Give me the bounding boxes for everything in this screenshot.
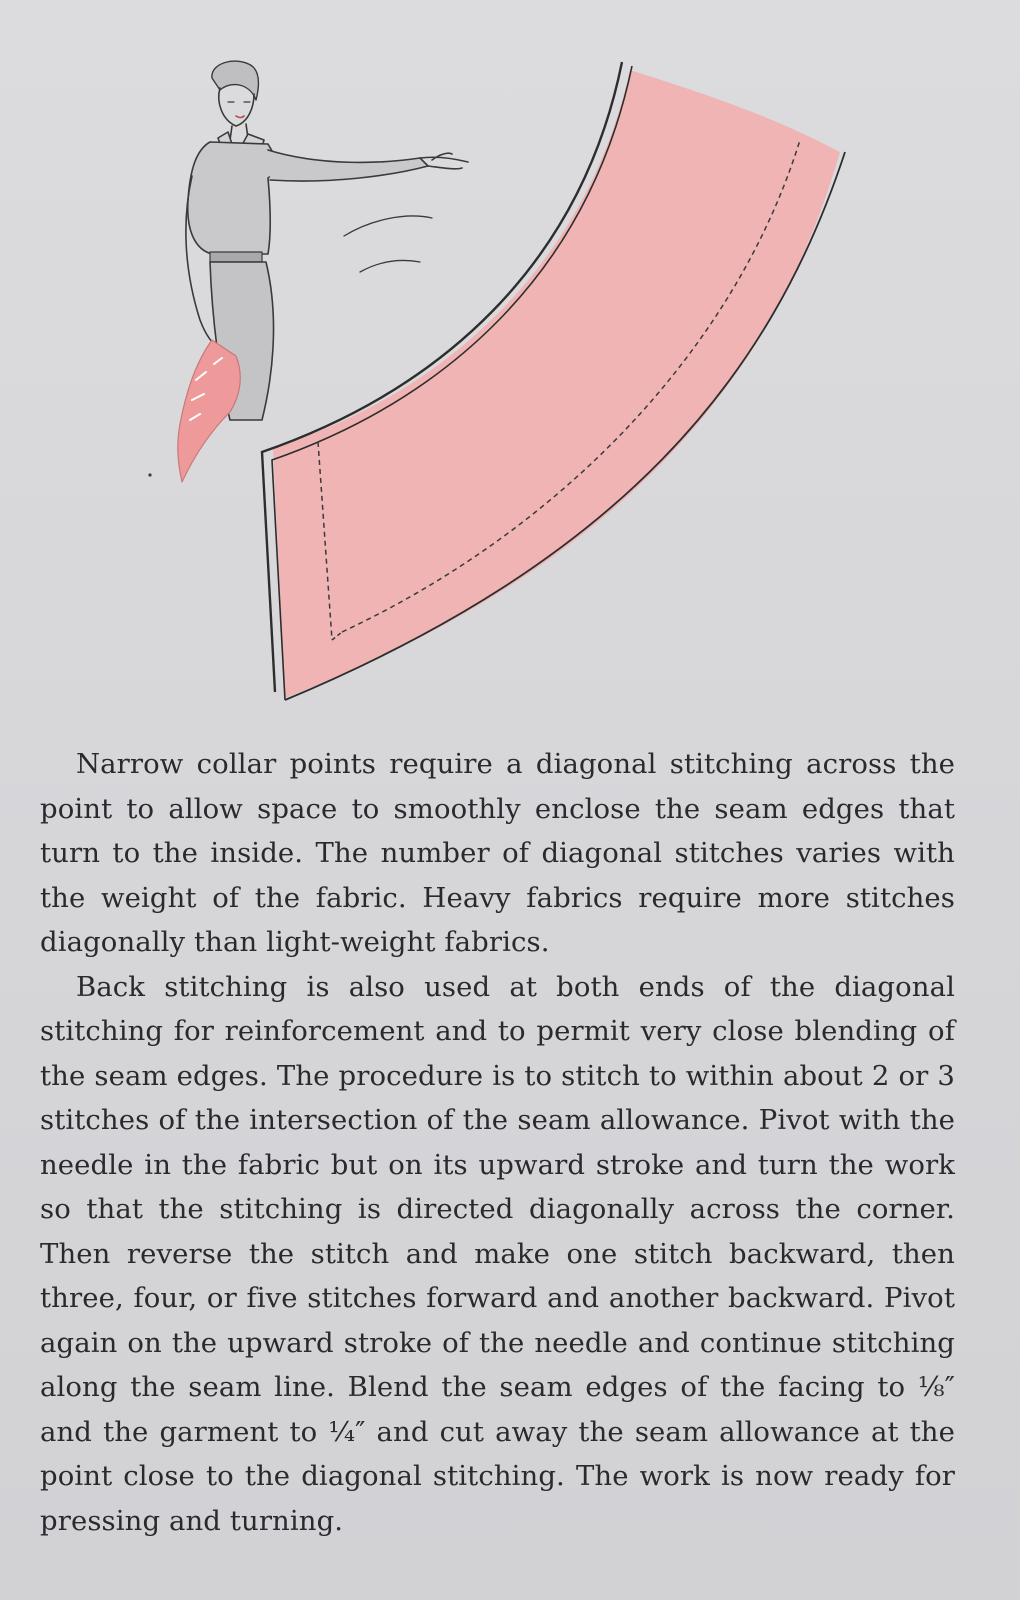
collar-illustration — [0, 0, 1020, 740]
paragraph-diagonal-stitching: Narrow collar points require a diagonal stitching across the point to allow space to smoothly enclose the seam edges that turn to the inside. The number of diagonal stitches varies with the weight of the fabric. Heavy fabrics require more stitches diagonally than light-weight fabrics. — [40, 748, 955, 958]
blouse — [188, 142, 282, 254]
face — [219, 88, 254, 126]
belt — [210, 252, 262, 262]
paragraph-back-stitching: Back stitching is also used at both ends of the diagonal stitching for reinforcement and to permit very close blending of the seam edges. The procedure is to stitch to within about 2 or 3 stitches of the intersection of the seam allowance. Pivot with the needle in the fabric but on its upward stroke and turn the work so that the stitching is directed diagonally across the corner. Then reverse the stitch and make one stitch backward, then three, four, or five stitches forward and another backward. Pivot again on the upward stroke of the needle and continue stitching along the seam line. Blend the seam edges of the facing to ⅛″ and the garment to ¼″ and cut away the seam allowance at the point close to the diagonal stitching. The work is now ready for pressing and turning. — [40, 970, 955, 1537]
pointing-arm — [268, 150, 428, 181]
scarf — [178, 340, 240, 482]
motion-lines — [344, 216, 432, 272]
collar-piece — [262, 62, 845, 700]
body-text — [40, 742, 955, 1543]
